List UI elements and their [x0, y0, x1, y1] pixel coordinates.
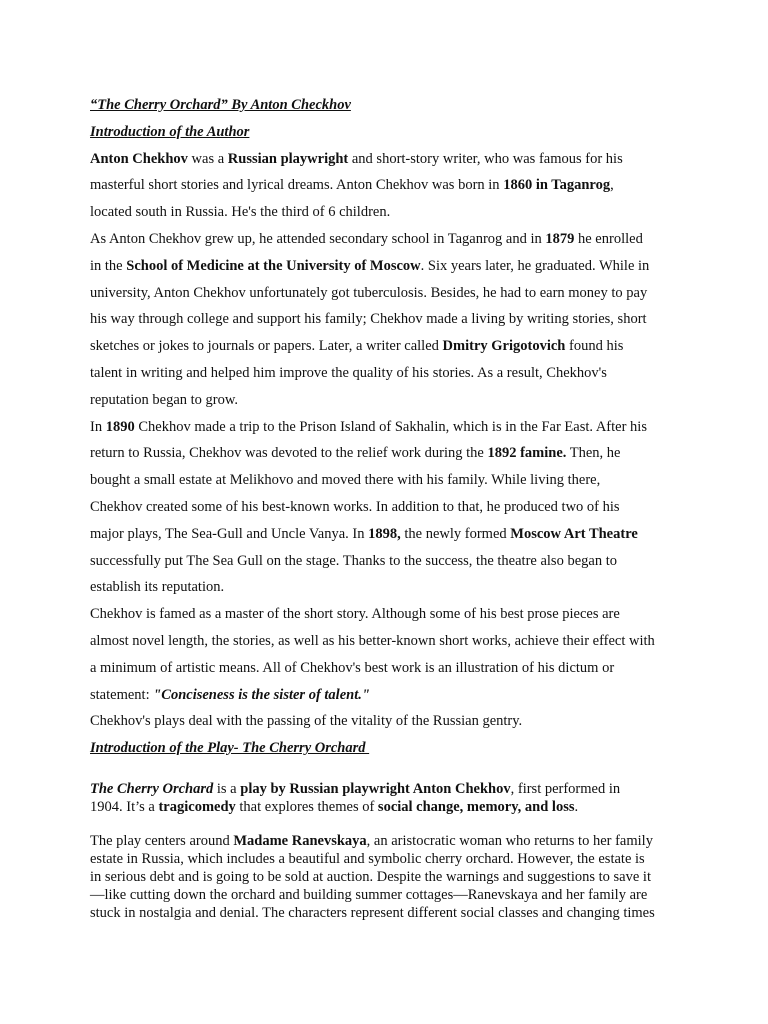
text-line: [90, 172, 682, 199]
text-line: [90, 360, 682, 387]
text: he enrolled: [574, 230, 643, 247]
bold-text: play by Russian playwright Anton Chekhov: [240, 780, 511, 797]
text: bought a small estate at Melikhovo and moved there with his family. While living there,: [90, 472, 601, 489]
text: . Six years later, he graduated. While in: [420, 257, 650, 274]
text: sketches or jokes to journals or papers. Later, a writer called: [90, 338, 443, 355]
text-line: [90, 832, 682, 850]
text-line: [90, 628, 682, 655]
text: reputation began to grow.: [90, 391, 239, 408]
text-line: [90, 798, 682, 816]
text-line: [90, 199, 682, 226]
text-line: [90, 333, 682, 360]
bold-text: social change, memory, and loss: [377, 798, 575, 815]
text: statement:: [90, 686, 154, 703]
text: successfully put The Sea Gull on the stage. Thanks to the success, the theatre also began to: [90, 552, 617, 569]
document-body: [90, 92, 682, 922]
text-line: [90, 682, 682, 709]
paragraph-education: [90, 226, 682, 414]
text-line: [90, 655, 682, 682]
text: found his: [565, 338, 624, 355]
text: university, Anton Chekhov unfortunately got tuberculosis. Besides, he had to earn money to pay: [90, 284, 648, 301]
section-heading-play: Introduction of the Play- The Cherry Orchard: [90, 740, 370, 757]
paragraph-play-plot: [90, 832, 682, 922]
text: located south in Russia. He's the third of 6 children.: [90, 204, 391, 221]
document-title: “The Cherry Orchard” By Anton Checkhov: [90, 97, 351, 113]
bold-text: 1890: [105, 418, 135, 435]
text: ,: [610, 177, 614, 194]
text-line: [90, 886, 682, 904]
text: his way through college and support his family; Chekhov made a living by writing stories, short: [90, 311, 647, 328]
text-line: [90, 414, 682, 441]
text: in serious debt and is going to be sold at auction. Despite the warnings and suggestions to save it: [90, 868, 651, 885]
text: Then, he: [566, 445, 621, 462]
paragraph-author-intro: [90, 146, 682, 226]
text-line: [90, 280, 682, 307]
text: in the: [90, 257, 127, 274]
text-line: [90, 868, 682, 886]
text-line: [90, 467, 682, 494]
text-line: [90, 306, 682, 333]
text-line: [90, 601, 682, 628]
text-line: [90, 253, 682, 280]
spacer: [90, 762, 682, 780]
paragraph-career: [90, 414, 682, 602]
text: Chekhov is famed as a master of the short story. Although some of his best prose pieces are: [90, 606, 620, 623]
quote-text: "Conciseness is the sister of talent.": [153, 686, 370, 703]
bold-text: 1879: [545, 230, 575, 247]
text: talent in writing and helped him improve the quality of his stories. As a result, Chekhov's: [90, 364, 607, 381]
text: , an aristocratic woman who returns to her family: [366, 832, 653, 849]
text: almost novel length, the stories, as well as his better-known short works, achieve their effect with: [90, 632, 655, 649]
text: and short-story writer, who was famous for his: [348, 150, 623, 167]
text-line: [90, 574, 682, 601]
text: The play centers around: [90, 832, 234, 849]
text: is a: [213, 780, 241, 797]
bold-text: School of Medicine at the University of Moscow: [126, 257, 421, 274]
text-line: [90, 780, 682, 798]
text: 1904. It’s a: [90, 798, 159, 815]
text: masterful short stories and lyrical dreams. Anton Chekhov was born in: [90, 177, 504, 194]
text: .: [574, 798, 579, 815]
text: major plays, The Sea-Gull and Uncle Vanya. In: [90, 525, 369, 542]
text-line: [90, 146, 682, 173]
text: establish its reputation.: [90, 579, 225, 596]
bold-text: Madame Ranevskaya: [233, 832, 367, 849]
text-line: [90, 226, 682, 253]
bold-text: 1860 in Taganrog: [503, 177, 611, 194]
text: , first performed in: [510, 780, 621, 797]
text: return to Russia, Chekhov was devoted to the relief work during the: [90, 445, 488, 462]
bold-text: Moscow Art Theatre: [510, 525, 638, 542]
paragraph-short-story: [90, 601, 682, 708]
text: estate in Russia, which includes a beautiful and symbolic cherry orchard. However, the estate is: [90, 850, 645, 867]
text: the newly formed: [400, 525, 511, 542]
bold-text: 1892 famine.: [487, 445, 567, 462]
text-line: [90, 850, 682, 868]
text: that explores themes of: [235, 798, 378, 815]
paragraph-play-intro: [90, 780, 682, 816]
text-line: [90, 387, 682, 414]
bold-text: 1898,: [368, 525, 401, 542]
bold-text: Dmitry Grigotovich: [442, 338, 566, 355]
spacer: [90, 816, 682, 832]
text: was a: [187, 150, 228, 167]
text: Chekhov created some of his best-known works. In addition to that, he produced two of his: [90, 498, 620, 515]
bold-italic-text: The Cherry Orchard: [90, 780, 214, 797]
section-heading-author: Introduction of the Author: [90, 123, 250, 140]
text: stuck in nostalgia and denial. The characters represent different social classes and changing times: [90, 904, 655, 921]
text-line: [90, 440, 682, 467]
text: a minimum of artistic means. All of Chekhov's best work is an illustration of his dictum or: [90, 659, 615, 676]
text-line: [90, 904, 682, 922]
bold-text: Anton Chekhov: [90, 150, 188, 167]
text-line: [90, 521, 682, 548]
text: Chekhov made a trip to the Prison Island of Sakhalin, which is in the Far East. After his: [134, 418, 647, 435]
text-line: [90, 548, 682, 575]
paragraph-plays: Chekhov's plays deal with the passing of the vitality of the Russian gentry.: [90, 713, 523, 730]
text: In: [90, 418, 106, 435]
text: As Anton Chekhov grew up, he attended secondary school in Taganrog and in: [90, 230, 546, 247]
bold-text: tragicomedy: [158, 798, 236, 815]
text: —like cutting down the orchard and building summer cottages—Ranevskaya and her family are: [90, 886, 648, 903]
text-line: [90, 494, 682, 521]
bold-text: Russian playwright: [227, 150, 349, 167]
